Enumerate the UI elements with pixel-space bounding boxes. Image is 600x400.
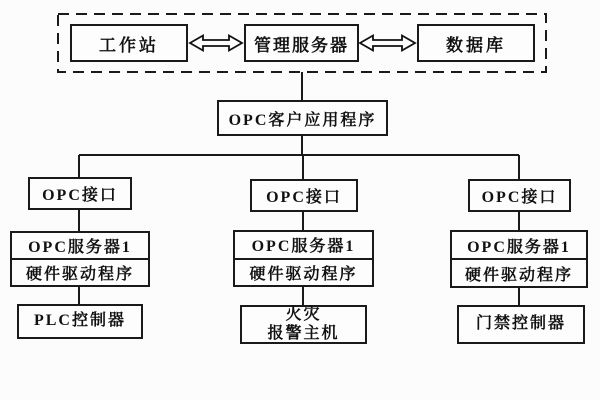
node-opc-server-stack-middle: [233, 230, 374, 287]
node-opc-server-right: OPC服务器1: [452, 232, 586, 260]
node-plc-controller: [17, 304, 143, 339]
node-access-controller: [457, 305, 585, 344]
node-workstation: 工作站: [70, 24, 188, 62]
device-label-line: PLC控制器: [33, 312, 126, 330]
node-opc-interface-middle: OPC接口: [250, 179, 358, 212]
double-arrow-icon: [360, 36, 415, 51]
node-opc-client-app: OPC客户应用程序: [217, 100, 388, 136]
device-label-line: 门禁控制器: [475, 315, 566, 333]
node-hardware-driver-middle: 硬件驱动程序: [249, 265, 358, 283]
node-opc-server-stack-left: [10, 231, 150, 287]
double-arrow-icon: [190, 36, 242, 51]
device-label-line: 报警主机: [267, 324, 340, 342]
node-fire-alarm-host: [240, 305, 367, 344]
node-opc-server-left: OPC服务器1: [12, 233, 148, 260]
device-label-line: 火灾: [285, 306, 322, 324]
node-opc-interface-right: OPC接口: [468, 179, 571, 212]
node-opc-interface-left: OPC接口: [28, 177, 132, 210]
node-opc-server-stack-right: [450, 230, 588, 288]
node-management-server: 管理服务器: [244, 24, 359, 62]
node-hardware-driver-left: 硬件驱动程序: [25, 266, 134, 283]
node-opc-server-middle: OPC服务器1: [235, 232, 372, 260]
node-database: 数据库: [417, 24, 535, 62]
node-hardware-driver-right: 硬件驱动程序: [464, 266, 573, 284]
